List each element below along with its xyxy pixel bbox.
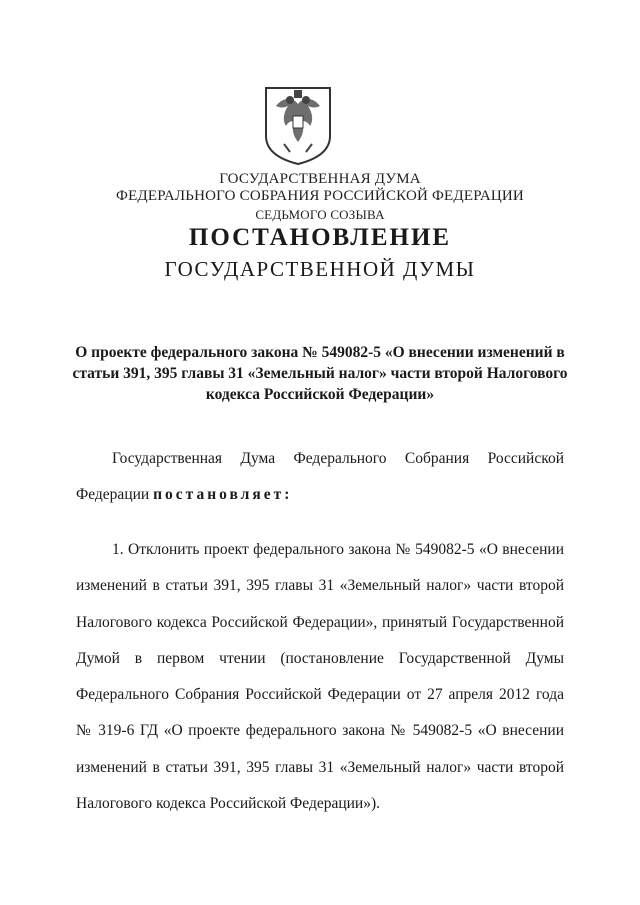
resolution-heading: О проекте федерального закона № 549082-5 «О внесении изменений в статьи 391, 395 главы 31 «Земельный налог» части второй Налогового кодекса Российской Федерации» [72,344,568,403]
preamble-paragraph [76,441,564,514]
resolves-word: постановляет: [153,486,293,504]
item-1-text: 1. Отклонить проект федерального закона № 549082-5 «О внесении изменений в статьи 391, 395 главы 31 «Земельный налог» части второй Налогового кодекса Российской Федерации», принятый Государственной Думой в первом чтении (постановление Государственной Думы Федерального Собрания Российской Федерации от 27 апреля 2012 года № 319-6 ГД «О проекте федерального закона № 549082-5 «О внесении изменений в статьи 391, 395 главы 31 «Земельный налог» части второй Налогового кодекса Российской Федерации»). [76,541,564,813]
item-1-paragraph [76,532,564,822]
document-title: ПОСТАНОВЛЕНИЕ [188,224,452,251]
document-subtitle: ГОСУДАРСТВЕННОЙ ДУМЫ [164,257,476,281]
org-line-1: ГОСУДАРСТВЕННАЯ ДУМА [219,171,421,187]
org-line-3: СЕДЬМОГО СОЗЫВА [255,207,385,222]
org-line-2: ФЕДЕРАЛЬНОГО СОБРАНИЯ РОССИЙСКОЙ ФЕДЕРАЦИИ [116,188,524,204]
russian-coat-of-arms-icon [262,86,334,166]
preamble-text: Государственная Дума Федерального Собрания Российской Федерации [76,450,564,504]
